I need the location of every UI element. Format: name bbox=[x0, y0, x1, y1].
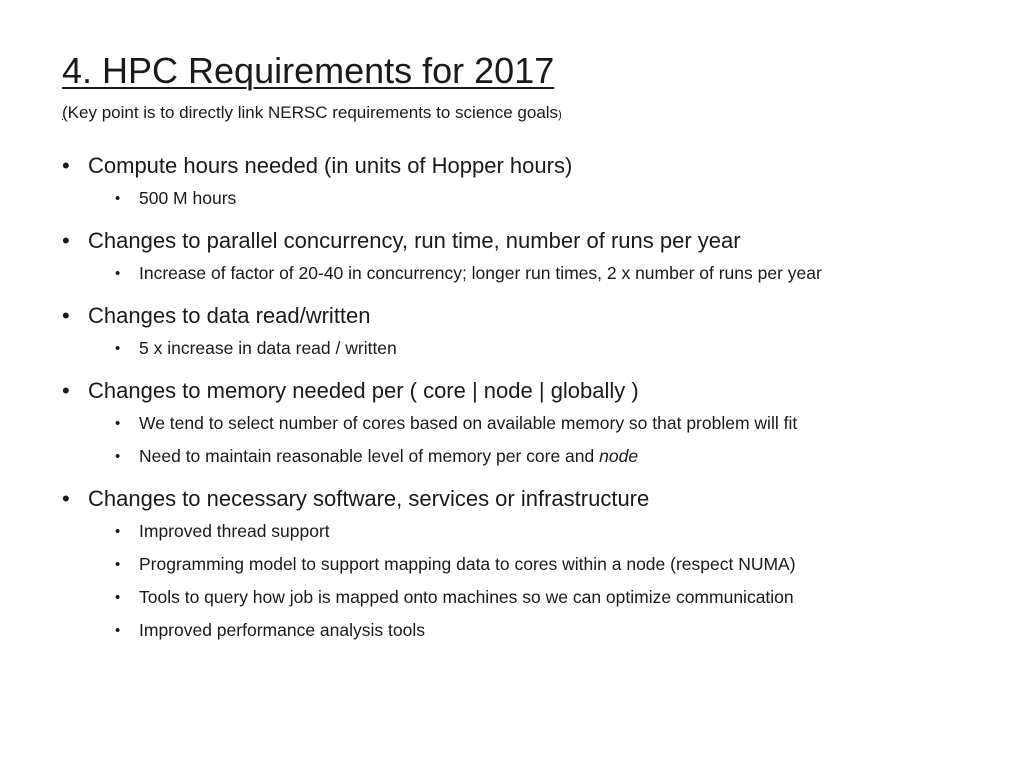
bullet-item bbox=[62, 300, 1002, 332]
sub-bullet-icon: • bbox=[115, 622, 121, 639]
bullet-text: Changes to parallel concurrency, run time, number of runs per year bbox=[88, 228, 741, 253]
sub-bullet-text: We tend to select number of cores based on available memory so that problem will fit bbox=[139, 413, 798, 433]
sub-bullet-icon: • bbox=[115, 190, 121, 207]
bullet-text: Changes to memory needed per ( core | node | globally ) bbox=[88, 378, 639, 403]
sub-bullet-icon: • bbox=[115, 589, 121, 606]
sub-bullet-text: 5 x increase in data read / written bbox=[139, 338, 397, 358]
sub-bullet-icon: • bbox=[115, 265, 121, 282]
sub-bullet-text: Tools to query how job is mapped onto machines so we can optimize communication bbox=[139, 587, 794, 607]
bullet-text: Changes to necessary software, services or infrastructure bbox=[88, 486, 650, 511]
sub-bullet-item bbox=[62, 257, 1002, 290]
sub-bullet-list bbox=[62, 332, 1002, 365]
bullet-text: Changes to data read/written bbox=[88, 303, 371, 328]
subtitle-open-paren: ( bbox=[62, 103, 68, 122]
sub-bullet-item bbox=[62, 548, 1002, 581]
sub-bullet-text: 500 M hours bbox=[139, 188, 237, 208]
sub-bullet-item bbox=[62, 407, 1002, 440]
sub-bullet-item bbox=[62, 440, 1002, 473]
sub-bullet-item bbox=[62, 182, 1002, 215]
sub-bullet-item bbox=[62, 614, 1002, 647]
bullet-list bbox=[62, 150, 1002, 647]
sub-bullet-text: Improved thread support bbox=[139, 521, 330, 541]
sub-bullet-emphasis: node bbox=[599, 446, 639, 466]
sub-bullet-icon: • bbox=[115, 448, 121, 465]
bullet-icon: • bbox=[62, 303, 70, 328]
bullet-icon: • bbox=[62, 378, 70, 403]
sub-bullet-icon: • bbox=[115, 415, 121, 432]
sub-bullet-item bbox=[62, 581, 1002, 614]
sub-bullet-item bbox=[62, 332, 1002, 365]
sub-bullet-list bbox=[62, 407, 1002, 473]
bullet-icon: • bbox=[62, 153, 70, 178]
bullet-item bbox=[62, 375, 1002, 407]
bullet-text: Compute hours needed (in units of Hopper hours) bbox=[88, 153, 573, 178]
sub-bullet-icon: • bbox=[115, 556, 121, 573]
bullet-icon: • bbox=[62, 228, 70, 253]
slide-subtitle bbox=[62, 102, 562, 126]
bullet-item bbox=[62, 150, 1002, 182]
sub-bullet-text: Need to maintain reasonable level of memory per core and bbox=[139, 446, 600, 466]
subtitle-close-paren: ) bbox=[558, 109, 562, 121]
sub-bullet-item bbox=[62, 515, 1002, 548]
bullet-item bbox=[62, 483, 1002, 515]
subtitle-text: Key point is to directly link NERSC requirements to science goals bbox=[67, 103, 559, 122]
bullet-icon: • bbox=[62, 486, 70, 511]
bullet-item bbox=[62, 225, 1002, 257]
sub-bullet-icon: • bbox=[115, 340, 121, 357]
sub-bullet-icon: • bbox=[115, 523, 121, 540]
sub-bullet-text: Increase of factor of 20-40 in concurrency; longer run times, 2 x number of runs per year bbox=[139, 263, 822, 283]
sub-bullet-list bbox=[62, 257, 1002, 290]
sub-bullet-text: Programming model to support mapping data to cores within a node (respect NUMA) bbox=[139, 554, 796, 574]
sub-bullet-list bbox=[62, 182, 1002, 215]
sub-bullet-text: Improved performance analysis tools bbox=[139, 620, 425, 640]
sub-bullet-list bbox=[62, 515, 1002, 647]
slide-title: 4. HPC Requirements for 2017 bbox=[62, 50, 555, 91]
